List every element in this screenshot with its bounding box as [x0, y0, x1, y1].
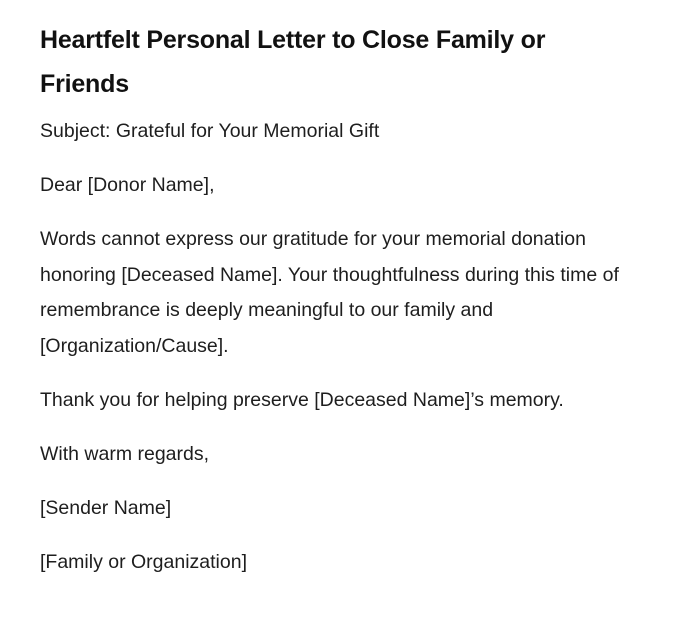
letter-title: Heartfelt Personal Letter to Close Family or Friends: [40, 26, 546, 98]
letter-organization: [Family or Organization]: [40, 551, 247, 573]
letter-closing: With warm regards,: [40, 443, 210, 465]
letter-subject: Subject: Grateful for Your Memorial Gift: [40, 120, 380, 142]
letter-document: [40, 18, 640, 599]
letter-paragraph-thanks: Thank you for helping preserve [Deceased Name]’s memory.: [40, 389, 564, 411]
letter-sender-name: [Sender Name]: [40, 497, 172, 519]
letter-paragraph-gratitude: Words cannot express our gratitude for your memorial donation honoring [Deceased Name]. Your thoughtfulness during this time of remembrance is deeply meaningful to our family and [Organization/Cause].: [40, 228, 619, 357]
letter-greeting: Dear [Donor Name],: [40, 174, 215, 196]
